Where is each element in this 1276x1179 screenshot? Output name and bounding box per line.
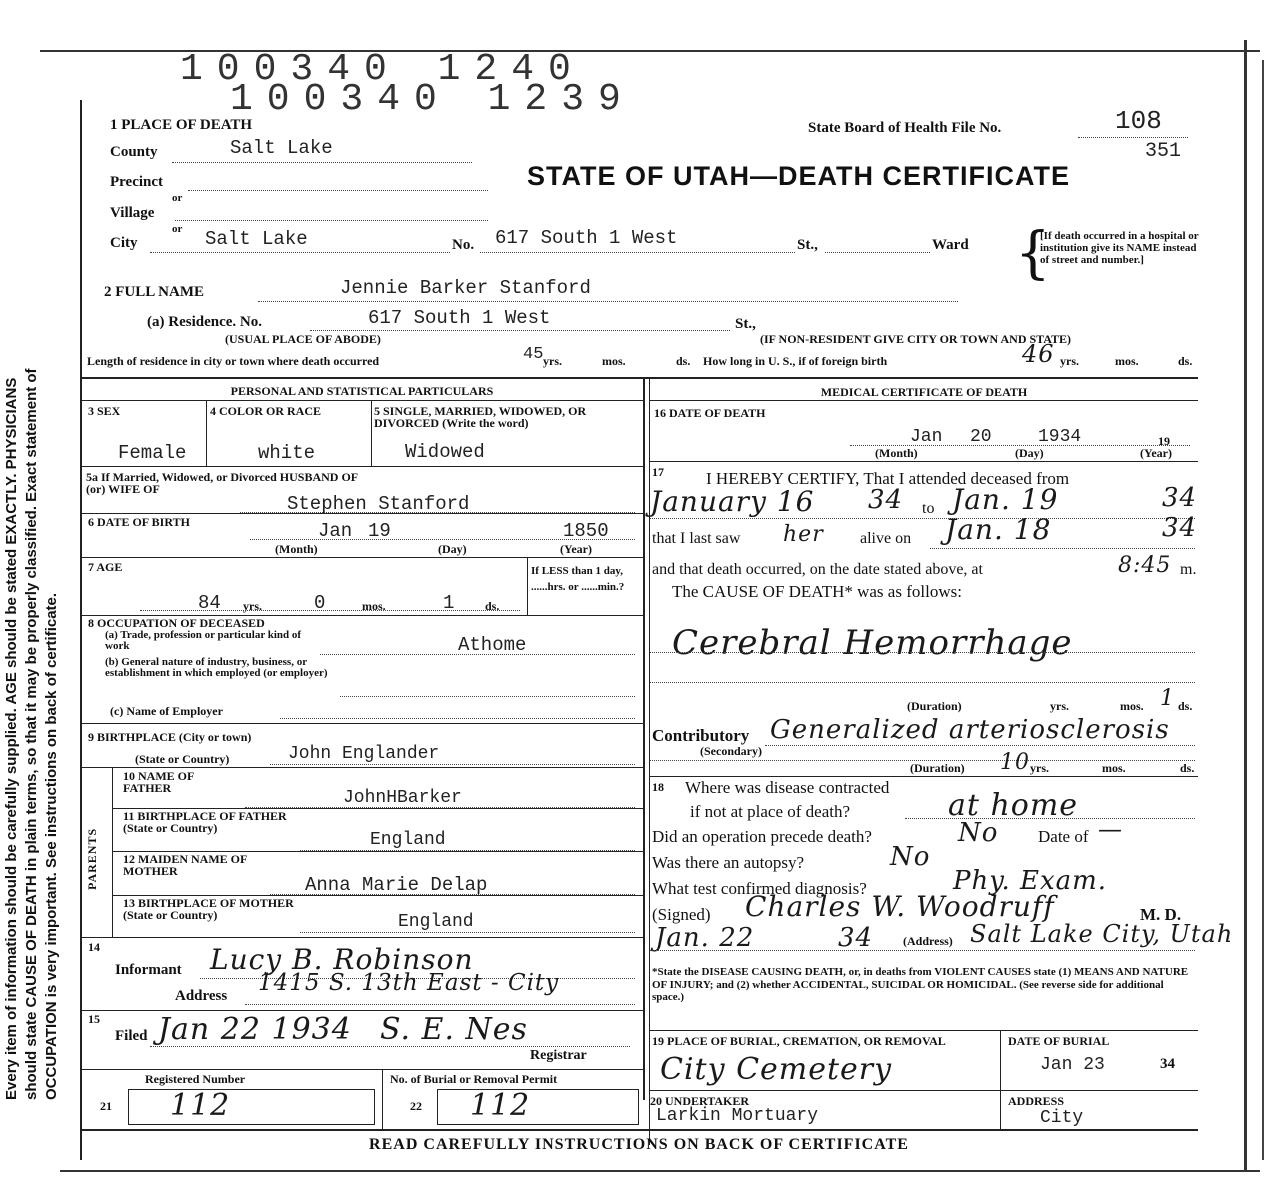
page-edge-right [1244,40,1247,1170]
occupation-b-label: (b) General nature of industry, business, or establishment in which employed (or employer) [105,656,328,679]
less-than-day-label: If LESS than 1 day, ......hrs. or ......min.? [531,565,625,593]
registrar-label: Registrar [530,1048,587,1063]
signed-label: (Signed) [652,905,711,924]
birthplace-label: 9 BIRTHPLACE (City or town) [88,730,252,744]
length-of-residence-value: 45 [523,345,544,364]
autopsy-value: No [890,842,931,872]
physician-signature: Charles W. Woodruff [745,890,1055,923]
sidebar-instructions [2,100,66,1100]
operation-label: Did an operation precede death? [652,827,872,846]
marital-label: 5 SINGLE, MARRIED, WIDOWED, OR DIVORCED (Write the word) [374,404,587,430]
ward-label: Ward [932,237,969,253]
contributory-duration-years: 10 [1000,750,1030,775]
date-of-death-month: Jan [910,427,943,447]
residence-st-label: St., [735,316,756,332]
age-days: 1 [443,592,455,614]
operation-date-value: — [1098,815,1123,843]
undertaker-address-label: ADDRESS [1008,1094,1065,1108]
dob-day: 19 [368,520,391,542]
nonresident-label: (IF NON-RESIDENT GIVE CITY OR TOWN AND STATE) [760,332,1072,346]
father-name-value: JohnHBarker [343,788,462,808]
city-label: City [110,235,138,251]
attended-to-year: 34 [1162,483,1198,513]
file-number-sub: 351 [1145,140,1182,163]
sex-value: Female [118,442,187,464]
operation-date-label: Date of [1038,827,1089,846]
parents-label: PARENTS [85,827,99,890]
sex-label: 3 SEX [88,404,121,418]
burial-place-value: City Cemetery [660,1052,893,1087]
medical-section-title: MEDICAL CERTIFICATE OF DEATH [820,385,1028,399]
sidebar-line-2: should state CAUSE OF DEATH in plain terms, so that it may be properly classified. Exact statement of [23,368,40,1100]
informant-value: Lucy B. Robinson [210,943,474,976]
cause-text: The CAUSE OF DEATH* was as follows: [672,582,962,601]
dob-label: 6 DATE OF BIRTH [88,515,190,529]
contributory-value: Generalized arteriosclerosis [770,715,1170,745]
birthplace-sub-label: (State or Country) [135,752,230,766]
village-label: Village [110,205,155,221]
full-name-value: Jennie Barker Stanford [340,277,591,299]
date-of-death-year: 1934 [1038,427,1082,447]
burial-permit-value: 112 [470,1088,531,1123]
marital-value: Widowed [405,441,485,463]
dob-year: 1850 [563,520,609,542]
street-st-label: St., [797,237,818,253]
full-name-label: 2 FULL NAME [104,284,205,300]
burial-permit-box [437,1089,639,1125]
secondary-label: (Secondary) [700,744,762,758]
street-value: 617 South 1 West [495,227,678,249]
cause-duration-days: 1 [1160,686,1175,711]
occupation-value: Athome [458,634,527,656]
hospital-note: [If death occurred in a hospital or institution give its NAME instead of street and number.] [1040,230,1199,266]
mother-birthplace-label: 13 BIRTHPLACE OF MOTHER (State or Country) [123,896,294,922]
undertaker-address-value: City [1040,1108,1084,1128]
filed-date: Jan 22 1934 [158,1012,352,1047]
registered-number-label: Registered Number [145,1072,246,1086]
age-months: 0 [314,592,326,614]
last-saw-date: Jan. 18 [945,513,1052,546]
page-edge-bottom [60,1170,1260,1172]
burial-place-label: 19 PLACE OF BURIAL, CREMATION, OR REMOVAL [652,1034,946,1048]
county-label: County [110,144,158,160]
attended-from: January 16 [650,485,815,518]
spouse-label: 5a If Married, Widowed, or Divorced HUSBAND OF (or) WIFE OF [86,470,358,496]
burial-date-label: DATE OF BURIAL [1008,1034,1110,1048]
footer-instructions: READ CAREFULLY INSTRUCTIONS ON BACK OF CERTIFICATE [369,1136,909,1153]
certify-text: I HEREBY CERTIFY, That I attended deceased from [706,469,1070,488]
physician-address-label: (Address) [903,934,953,948]
county-value: Salt Lake [230,137,333,159]
test-value: Phy. Exam. [953,866,1108,896]
contracted-label-2: if not at place of death? [690,802,851,821]
personal-section-title: PERSONAL AND STATISTICAL PARTICULARS [230,384,494,398]
contracted-value: at home [948,788,1079,823]
occurred-text: and that death occurred, on the date stated above, at [652,561,983,578]
us-residence-value: 46 [1022,340,1055,368]
attended-to: Jan. 19 [952,483,1059,516]
certificate-title: STATE OF UTAH—DEATH CERTIFICATE [527,161,1070,191]
last-saw-year: 34 [1162,513,1198,543]
usual-place-label: (USUAL PLACE OF ABODE) [225,332,381,346]
father-name-label: 10 NAME OF FATHER [123,769,194,795]
mother-birthplace-value: England [398,912,474,932]
signed-date: Jan. 22 [655,923,755,953]
spouse-value: Stephen Stanford [287,493,470,515]
contracted-label: Where was disease contracted [685,778,890,797]
date-of-death-label: 16 DATE OF DEATH [654,406,766,420]
sidebar-line-3: OCCUPATION is very important. See instructions on back of certificate. [43,592,60,1100]
burial-year-value: 34 [1160,1056,1175,1072]
informant-label: Informant [115,962,182,978]
burial-permit-label: No. of Burial or Removal Permit [390,1072,558,1086]
filed-label: Filed [115,1028,148,1044]
occupation-label: 8 OCCUPATION OF DECEASED [88,616,265,630]
place-of-death-label: 1 PLACE OF DEATH [110,117,253,133]
page-edge-right-outer [1262,60,1264,1160]
mother-name-value: Anna Marie Delap [305,874,488,896]
file-number-label: State Board of Health File No. [808,120,1002,136]
occupation-a-label: (a) Trade, profession or particular kind of work [105,629,302,652]
md-label: M. D. [1140,905,1182,924]
autopsy-label: Was there an autopsy? [652,853,805,872]
file-number: 108 [1115,106,1162,136]
attended-from-year: 34 [868,485,904,515]
date-of-death-day: 20 [970,427,992,447]
registered-number-value: 112 [170,1088,231,1123]
sidebar-line-1: Every item of information should be carefully supplied. AGE should be stated EXACTLY. PHYSICIANS [3,377,20,1100]
age-years: 84 [198,592,221,614]
age-label: 7 AGE [88,560,123,574]
informant-address-value: 1415 S. 13th East - City [258,970,560,996]
us-residence-label: How long in U. S., if of foreign birth [703,354,888,368]
residence-value: 617 South 1 West [368,307,551,329]
precinct-label: Precinct [110,174,164,190]
street-no-label: No. [452,237,475,253]
dob-month: Jan [318,520,353,542]
cause-note: *State the DISEASE CAUSING DEATH, or, in deaths from VIOLENT CAUSES state (1) MEANS AND NATURE OF INJURY; and (2) whether ACCIDENTAL, SUICIDAL OR HOMICIDAL. (See reverse side for additional space.) [652,966,1189,1003]
left-border [80,100,82,1160]
burial-date-value: Jan 23 [1040,1055,1105,1075]
color-value: white [258,442,316,464]
occupation-c-label: (c) Name of Employer [110,704,223,718]
color-label: 4 COLOR OR RACE [210,404,322,418]
mother-name-label: 12 MAIDEN NAME OF MOTHER [123,852,247,878]
signed-year: 34 [838,923,874,953]
serial-number-second: 100340 1239 [230,78,635,121]
undertaker-value: Larkin Mortuary [656,1106,819,1126]
undertaker-label: 20 UNDERTAKER [650,1094,750,1108]
time-of-death: 8:45 [1118,553,1172,578]
father-birthplace-label: 11 BIRTHPLACE OF FATHER (State or Country) [123,809,287,835]
column-divider [643,377,645,1100]
physician-address-value: Salt Lake City, Utah [970,920,1234,948]
city-value: Salt Lake [205,228,308,250]
contributory-label: Contributory [652,726,750,745]
birthplace-value: John Englander [288,744,440,764]
length-of-residence-label: Length of residence in city or town where death occurred [87,354,380,368]
registered-number-box [128,1089,375,1125]
residence-label: (a) Residence. No. [147,314,262,330]
last-saw-pronoun: her [783,522,824,547]
informant-address-label: Address [175,988,228,1004]
serial-number-top: 100340 1240 [180,48,585,91]
test-label: What test confirmed diagnosis? [652,879,867,898]
father-birthplace-value: England [370,830,446,850]
last-saw-text: that I last saw [652,530,741,547]
registrar-signature: S. E. Nes [380,1012,528,1047]
operation-value: No [958,818,999,848]
cause-of-death-value: Cerebral Hemorrhage [672,623,1073,663]
